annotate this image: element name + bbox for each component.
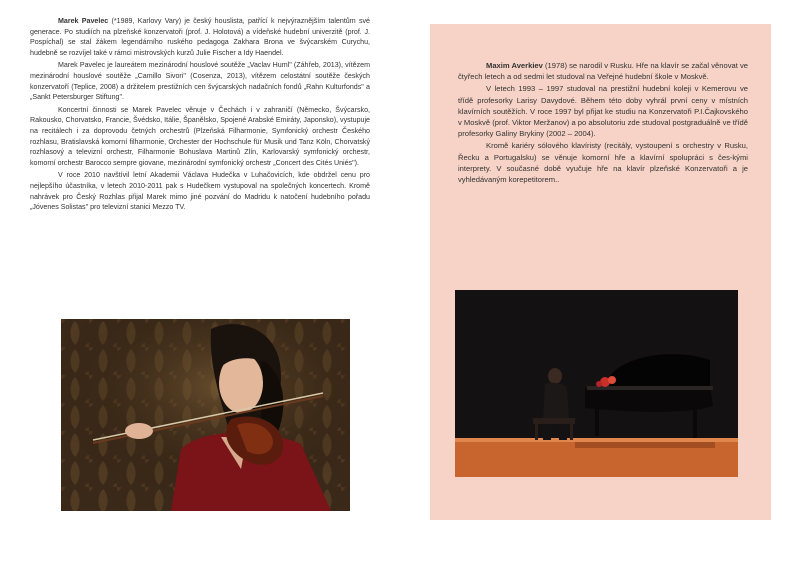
pianist-paragraph-1 xyxy=(458,60,748,82)
bio-paragraph-3: Koncertní činnosti se Marek Pavelec věnuje v Čechách i v zahraničí (Německo, Švýcarsko, Rakousko, Chorvatsko, Francie, Švédsko, Itálie, Španělsko, Spojené Arabské Emiráty, Japonsko), vystupuje na recitálech i za doprovodu četných orchestrů (Plzeňská Filharmonie, Symfonický orchestr Českého rozhlasu, Bratislavská komorní filharmonie, Orchester der Hochschule für Musik und Tanz Köln, Chorvatský rozhlasový a televizní orchestr, Filharmonie Bohuslava Martinů Zlín, Karlovarský symfonický orchestr, komorní orchestr Barocco sempre giovane, mezinárodní symfonický orchestr „Concert des Cités Uniés"). xyxy=(30,105,370,167)
pianist-paragraph-1-text: (1978) se narodil v Rusku. Hře na klavír se začal věnovat ve čtyřech letech a od sedmi let studoval na Veřejné hudební škole v Moskvě. xyxy=(458,61,748,82)
pianist-name: Maxim Averkiev xyxy=(486,61,543,70)
pianist-panel xyxy=(430,24,771,520)
violinist-biography xyxy=(30,16,370,215)
pianist-paragraph-2: V letech 1993 – 1997 studoval na prestižní hudební koleji v Kemerovu ve třídě profesorky Larisy Davydové. Během této doby vyhrál první ceny v místních klavírních soutěžích. V roce 1997 byl přijat ke studiu na Konzervatoři P.I.Čajkovského v Moskvě (prof. Viktor Meržanov) a po absolutoriu zde studoval postgraduálně ve třídě profesorky Galiny Brykiny (2002 – 2004). xyxy=(458,84,748,139)
violinist-photo xyxy=(61,319,350,511)
bio-paragraph-1 xyxy=(30,16,370,58)
pianist-biography xyxy=(458,60,748,186)
pianist-photo xyxy=(455,290,738,477)
pianist-paragraph-3: Kromě kariéry sólového klavíristy (recitály, vystoupení s orchestry v Rusku, Řecku a Portugalsku) se věnuje komorní hře a klavírní spolupráci s čes-kými interprety. V současné době vyučuje hře na klavír plzeňské Konzervatoři a je vyhledávaným korepetitorem.. xyxy=(458,141,748,185)
violinist-name: Marek Pavelec xyxy=(58,17,109,25)
right-page xyxy=(400,0,800,567)
bio-paragraph-4: V roce 2010 navštívil letní Akademii Václava Hudečka v Luhačovicích, kde obdržel cenu pro nejlepšího účastníka, v letech 2010-2011 pak s Hudečkem vystupoval na společných koncertech. Kromě nahrávek pro Český Rozhlas přijal Marek mimo jiné pozvání do Madridu k natočení hudebního pořadu „Jóvenes Solistas" pro televizní stanici Mezzo TV. xyxy=(30,171,370,212)
bio-paragraph-2: Marek Pavelec je laureátem mezinárodní houslové soutěže „Vaclav Huml" (Záhřeb, 2013), vítězem mezinárodní houslové soutěže „Camillo Sivori" (Cosenza, 2013), vítězem celostátní soutěže českých konzervatoří (Teplice, 2008) a držitelem prestižních cen švýcarských nadačních fondů „Rahn Kulturfonds" a „Sankt Petersburger Stiftung". xyxy=(30,61,370,102)
bio-paragraph-1-text: (*1989, Karlovy Vary) je český houslista, patřící k nejvýraznějším talentům své generace. Po studiích na plzeňské konzervatoři (prof. J. Holotová) a vídeňské hudební univerzitě (prof. J. Pospíchal) se stal žákem legendárního ruského pedagoga Zakhara Brona ve švýcarském Curychu, hudebně se rozvíjel také v rámci mistrovských kurzů Julie Fischer a Idy Haendel. xyxy=(30,17,370,57)
